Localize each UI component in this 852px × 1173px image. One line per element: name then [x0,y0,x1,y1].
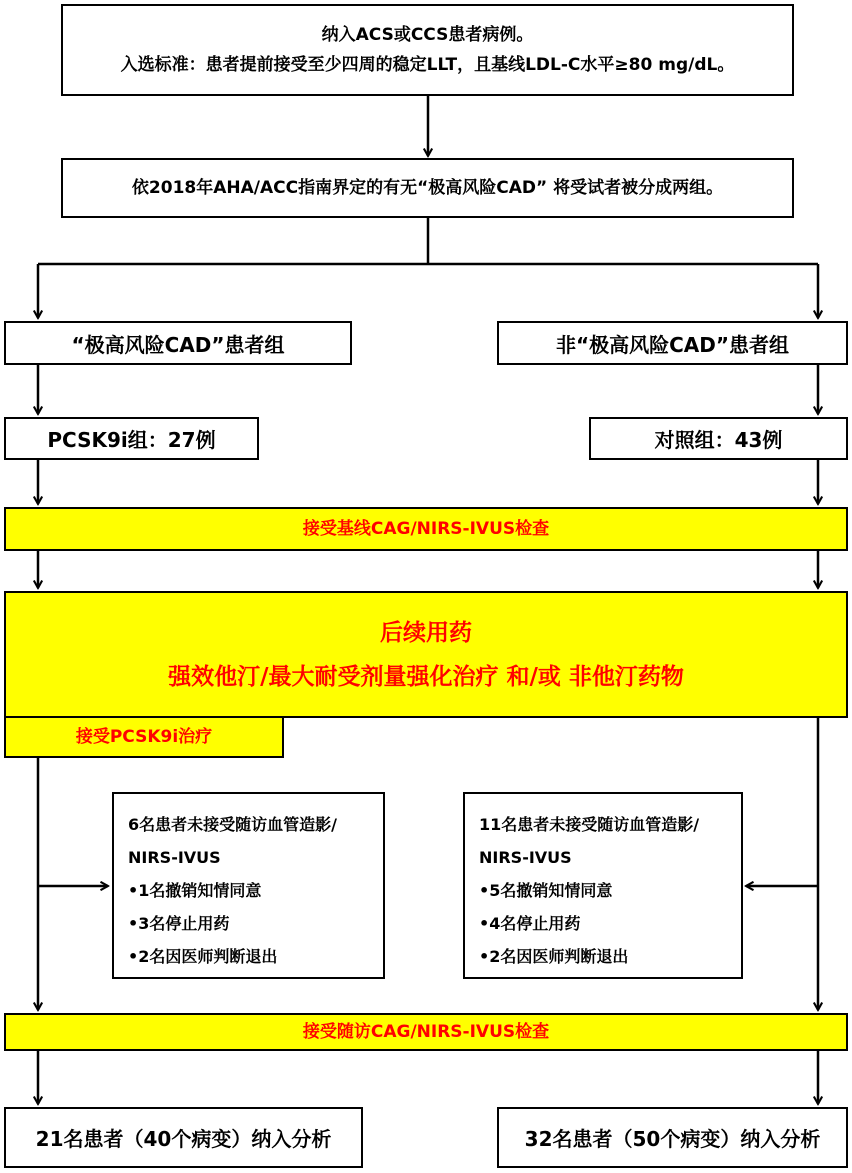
right-result-label: 32名患者（50个病变）纳入分析 [524,1127,821,1151]
left-result-label: 21名患者（40个病变）纳入分析 [35,1127,332,1151]
left-dropout-item: •1名撤销知情同意 [128,881,262,900]
baseline-exam-label: 接受基线CAG/NIRS-IVUS检查 [302,519,550,539]
right-dropout-box [463,792,743,979]
right-dropout-title1: 11名患者未接受随访血管造影/ [479,815,700,834]
inclusion-criteria: 入选标准：患者提前接受至少四周的稳定LLT，且基线LDL-C水平≥80 mg/dL。 [120,55,735,75]
inclusion-box [61,4,794,96]
left-arm-label: PCSK9i组：27例 [47,428,216,452]
treatment-title: 后续用药 [380,619,472,646]
grouping-text: 依2018年AHA/ACC指南界定的有无“极高风险CAD” 将受试者被分成两组。 [131,178,724,198]
right-dropout-item: •2名因医师判断退出 [479,947,629,966]
inclusion-line1: 纳入ACS或CCS患者病例。 [321,25,534,45]
right-dropout-item: •4名停止用药 [479,914,581,933]
followup-exam-box [4,1013,848,1051]
left-dropout-item: •2名因医师判断退出 [128,947,278,966]
left-dropout-title1: 6名患者未接受随访血管造影/ [128,815,337,834]
right-group-box [497,321,848,365]
pcsk9-treatment-box [4,718,284,758]
right-arm-box [589,417,848,460]
grouping-box [61,158,794,218]
left-arm-box [4,417,259,460]
left-group-label: “极高风险CAD”患者组 [71,332,285,357]
right-group-label: 非“极高风险CAD”患者组 [555,332,790,357]
right-result-box [497,1107,848,1168]
left-dropout-item: •3名停止用药 [128,914,230,933]
right-arm-label: 对照组：43例 [654,428,783,452]
left-dropout-box [112,792,385,979]
right-dropout-title2: NIRS-IVUS [479,848,572,867]
followup-exam-label: 接受随访CAG/NIRS-IVUS检查 [302,1022,550,1042]
treatment-detail: 强效他汀/最大耐受剂量强化治疗 和/或 非他汀药物 [168,663,684,690]
right-dropout-item: •5名撤销知情同意 [479,881,613,900]
left-group-box [4,321,352,365]
treatment-box [4,591,848,718]
left-dropout-title2: NIRS-IVUS [128,848,221,867]
baseline-exam-box [4,507,848,551]
left-result-box [4,1107,363,1168]
pcsk9-treatment-label: 接受PCSK9i治疗 [75,727,213,747]
